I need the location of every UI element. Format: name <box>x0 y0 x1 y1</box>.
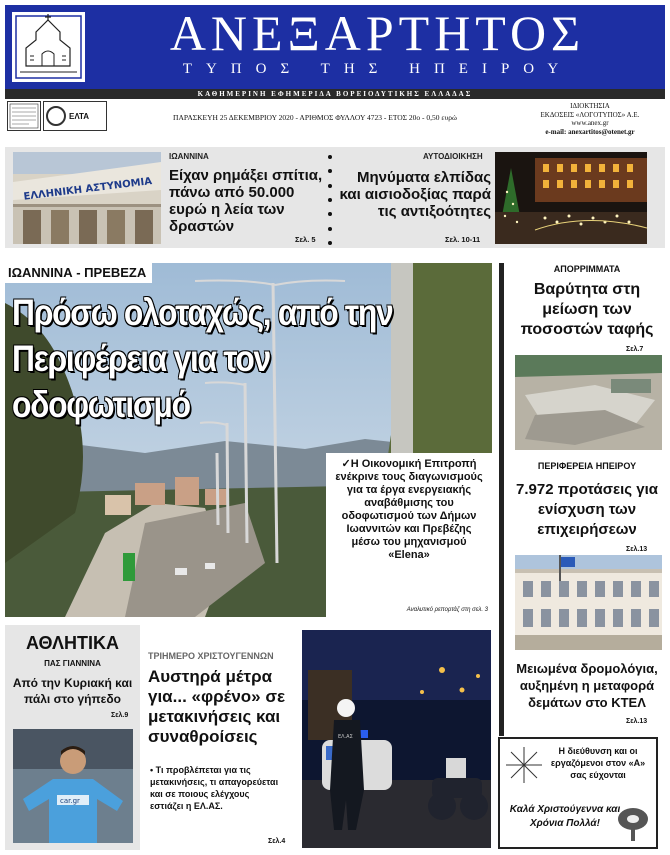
christmas-square-photo <box>495 152 647 244</box>
column-divider <box>499 263 504 736</box>
xmas-bullet: • Τι προβλέπεται για τις μετακινήσεις, τι απαγορεύεται και σε ποιους ελέγχους εστιάζει η ΕΛ.ΑΣ. <box>150 765 279 811</box>
teaser-divider <box>328 155 332 245</box>
postal-stamp-icon <box>7 101 41 131</box>
teaser-headline[interactable]: Μηνύματα ελπίδας και αισιοδοξίας παρά τις αντιξοότητες <box>339 169 491 220</box>
elta-badge: ΕΛΤΑ <box>43 101 107 131</box>
sports-page: Σελ.9 <box>111 712 129 719</box>
info-row <box>5 99 665 137</box>
main-headline[interactable]: Πρόσω ολοταχώς, από την Περιφέρεια για τον οδοφωτισμό <box>12 292 393 425</box>
football-player-photo <box>13 729 133 843</box>
right-headline[interactable]: 7.972 προτάσεις για ενίσχυση των επιχειρήσεων <box>516 481 658 538</box>
greeting-wish: Καλά Χριστούγεννα και Χρόνια Πολλά! <box>509 804 621 829</box>
publisher-info: ΙΔΙΟΚΤΗΣΙΑ ΕΚΔΟΣΕΙΣ «ΛΟΓΟΤΥΠΟΣ» Α.Ε. www.anex.gr e-mail: anexartitos@otenet.gr <box>540 102 640 136</box>
right-headline[interactable]: Μειωμένα δρομολόγια, αυξημένη η μεταφορά δεμάτων στο ΚΤΕΛ <box>516 661 658 710</box>
right-page: Σελ.7 <box>626 346 644 353</box>
right-headline[interactable]: Βαρύτητα στη μείωση των ποσοστών ταφής <box>520 281 654 338</box>
police-checkpoint-photo <box>302 630 491 848</box>
elta-logo-icon <box>46 106 66 126</box>
masthead-strip: ΚΑΘΗΜΕΡΙΝΗ ΕΦΗΜΕΡΙΔΑ ΒΟΡΕΙΟΔΥΤΙΚΗΣ ΕΛΛΑΔΑΣ <box>5 89 665 99</box>
svg-text:ΕΛ.ΑΣ: ΕΛ.ΑΣ <box>338 734 353 740</box>
right-page: Σελ.13 <box>626 546 648 553</box>
right-kicker: ΑΠΟΡΡΙΜΜΑΤΑ <box>553 264 621 274</box>
greeting-text: Η διεύθυνση και οι εργαζόμενοι στον «Α» σας εύχονται <box>550 746 646 780</box>
masthead-title: ΑΝΕΞΑΡΤΗΤΟΣ <box>169 5 586 61</box>
regional-building-photo <box>515 555 662 650</box>
xmas-headline[interactable]: Αυστηρά μέτρα για... «φρένο» σε μετακινήσεις και συναθροίσεις <box>148 667 286 746</box>
masthead <box>5 5 665 89</box>
sports-kicker: ΠΑΣ ΓΙΑΝΝΙΝΑ <box>44 659 101 668</box>
sports-section <box>5 625 140 850</box>
main-lead: ✓Η Οικονομική Επιτροπή ενέκρινε τους διαγωνισμούς για τα έργα ενεργειακής αναβάθμισης του οδοφωτισμού των Δήμων Ιωαννιτών και Πρεβέζης μέσω του μηχανισμού «Elena» <box>335 458 483 561</box>
right-page: Σελ.13 <box>626 718 648 725</box>
right-kicker: ΠΕΡΙΦΕΡΕΙΑ ΗΠΕΙΡΟΥ <box>537 461 637 471</box>
masthead-subtitle: ΤΥΠΟΣ ΤΗΣ ΗΠΕΙΡΟΥ <box>182 61 573 77</box>
police-building-photo <box>13 152 161 244</box>
svg-text:car.gr: car.gr <box>60 797 80 805</box>
sports-headline[interactable]: Από την Κυριακή και πάλι στο γήπεδο <box>12 676 133 706</box>
teaser-headline[interactable]: Είχαν ρημάξει σπίτια, πάνω από 50.000 ευρώ η λεία των δραστών <box>169 167 323 235</box>
main-lead-box <box>326 453 492 617</box>
dateline: ΠΑΡΑΣΚΕΥΗ 25 ΔΕΚΕΜΒΡΙΟΥ 2020 - ΑΡΙΘΜΟΣ ΦΥΛΛΟΥ 4723 - ΕΤΟΣ 20ο - 0,50 ευρώ <box>173 113 457 122</box>
christmas-greeting-box <box>498 737 658 849</box>
newspaper-logo <box>11 11 86 83</box>
teaser-kicker: ΑΥΤΟΔΙΟΙΚΗΣΗ <box>423 152 483 161</box>
region-tag: ΙΩΑΝΝΙΝΑ - ΠΡΕΒΕΖΑ <box>5 263 152 283</box>
teaser-band <box>5 147 665 248</box>
postal-badges <box>7 101 107 131</box>
teaser-kicker: ΙΩΑΝΝΙΝΑ <box>169 152 209 161</box>
main-reference: Αναλυτικό ρεπορτάζ στη σελ. 3 <box>406 607 488 613</box>
xmas-kicker: ΤΡΙΗΜΕΡΟ ΧΡΙΣΤΟΥΓΕΝΝΩΝ <box>148 651 274 661</box>
xmas-page: Σελ.4 <box>268 838 286 845</box>
teaser-page: Σελ. 5 <box>295 235 316 244</box>
ornament-icon <box>616 805 650 843</box>
svg-text:ΕΛΛΗΝΙΚΗ ΑΣΤΥΝΟΜΙΑ: ΕΛΛΗΝΙΚΗ ΑΣΤΥΝΟΜΙΑ <box>22 176 153 203</box>
landfill-photo <box>515 355 662 450</box>
sports-title: ΑΘΛΗΤΙΚΑ <box>25 633 120 653</box>
teaser-page: Σελ. 10-11 <box>445 235 481 244</box>
snowflake-icon <box>504 745 544 785</box>
